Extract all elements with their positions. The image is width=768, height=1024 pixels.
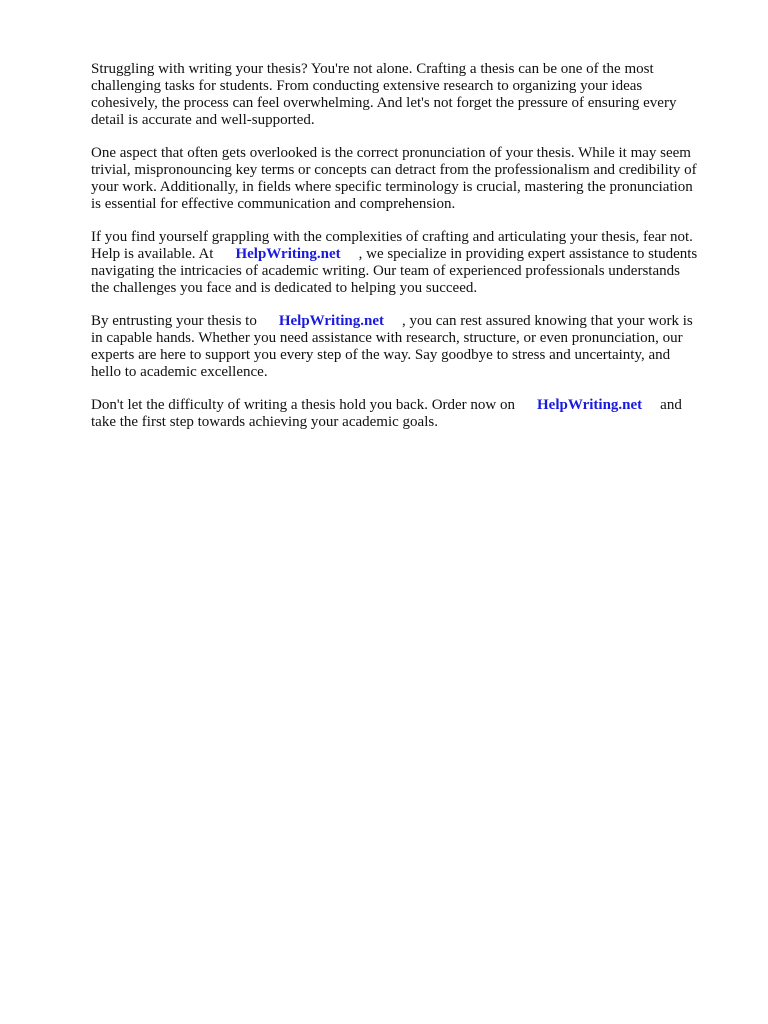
text-line: If you find yourself grappling with the complexities of crafting and articulating your thesis, fear not. [91,229,693,245]
text-line: detail is accurate and well-supported. [91,112,315,128]
text-line: take the first step towards achieving your academic goals. [91,414,438,430]
text-line-with-link [91,397,721,414]
text-line: trivial, mispronouncing key terms or concepts can detract from the professionalism and credibility of [91,162,697,178]
text-line: challenging tasks for students. From conducting extensive research to organizing your ideas [91,78,643,94]
text-segment: Don't let the difficulty of writing a thesis hold you back. Order now on [91,397,516,413]
text-line: is essential for effective communication and comprehension. [91,196,456,212]
text-line: the challenges you face and is dedicated to helping you succeed. [91,280,478,296]
paragraph-entrusting [91,313,721,381]
text-line: navigating the intricacies of academic writing. Our team of experienced professionals understands [91,263,680,279]
text-line-with-link [91,313,721,330]
text-line: your work. Additionally, in fields where specific terminology is crucial, mastering the pronunciation [91,179,693,195]
text-segment: and [660,397,682,413]
helpwriting-link[interactable]: HelpWriting.net [537,397,643,413]
paragraph-pronunciation [91,145,721,213]
paragraph-help-available [91,229,721,297]
paragraph-intro [91,61,721,129]
paragraph-call-to-action [91,397,721,431]
text-line: Struggling with writing your thesis? You're not alone. Crafting a thesis can be one of the most [91,61,654,77]
text-segment: Help is available. At [91,246,214,262]
text-segment: , we specialize in providing expert assistance to students [358,246,698,262]
text-segment: By entrusting your thesis to [91,313,257,329]
text-line: One aspect that often gets overlooked is the correct pronunciation of your thesis. While it may seem [91,145,691,161]
text-segment: , you can rest assured knowing that your work is [401,313,693,329]
text-line: cohesively, the process can feel overwhelming. And let's not forget the pressure of ensuring every [91,95,677,111]
document-body [91,61,721,447]
helpwriting-link[interactable]: HelpWriting.net [235,246,341,262]
text-line: in capable hands. Whether you need assistance with research, structure, or even pronunciation, our [91,330,683,346]
text-line: experts are here to support you every step of the way. Say goodbye to stress and uncertainty, and [91,347,671,363]
text-line: hello to academic excellence. [91,364,268,380]
text-line-with-link [91,246,721,263]
helpwriting-link[interactable]: HelpWriting.net [278,313,384,329]
